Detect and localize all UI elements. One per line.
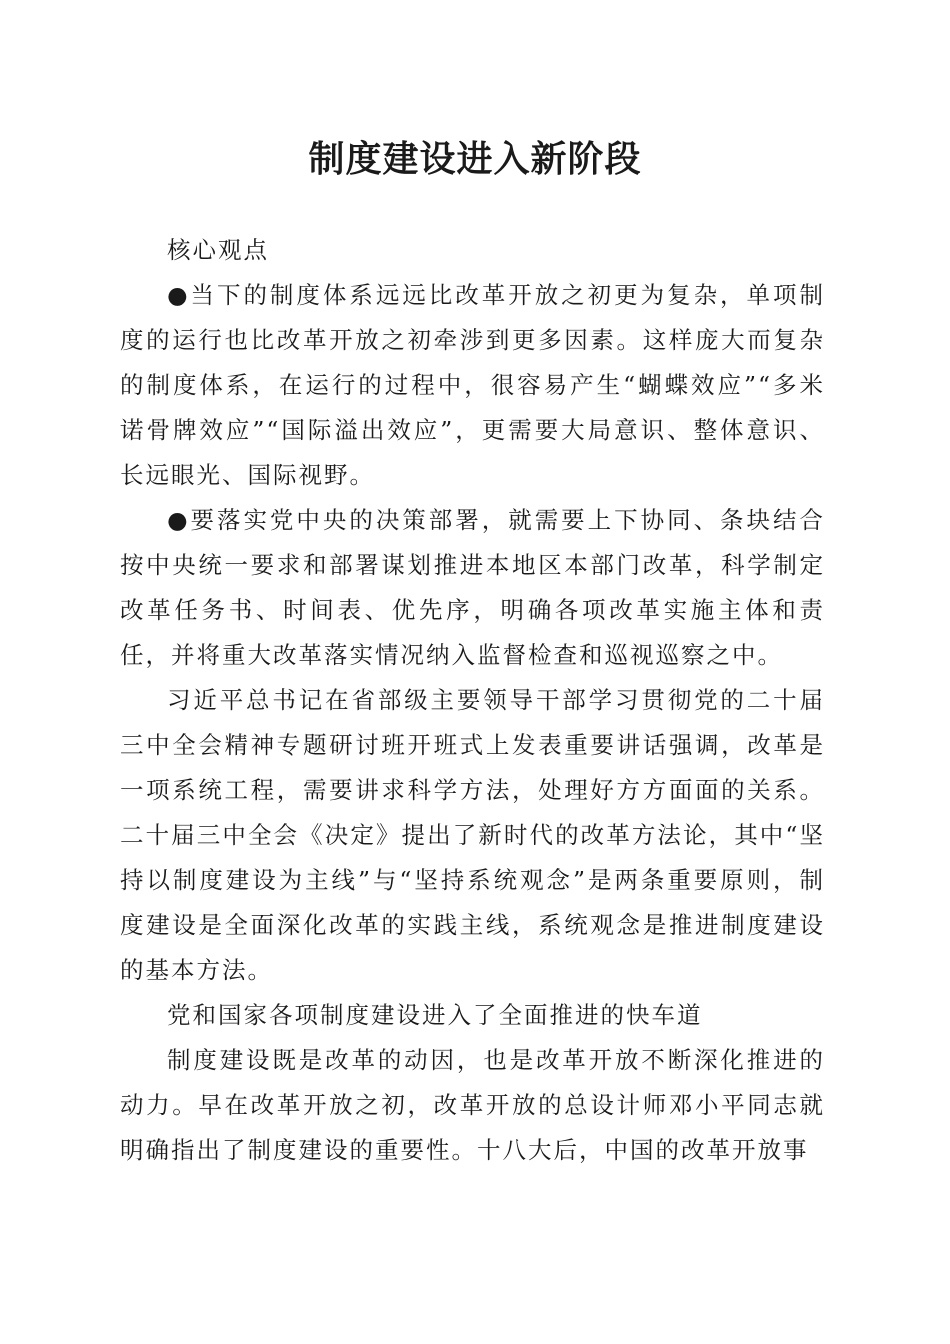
section-heading: 党和国家各项制度建设进入了全面推进的快车道: [167, 1001, 703, 1029]
document-body: [120, 228, 825, 1173]
bullet-paragraph-1: ●当下的制度体系远远比改革开放之初更为复杂，单项制度的运行也比改革开放之初牵涉到更多因素。这样庞大而复杂的制度体系，在运行的过程中，很容易产生“蝴蝶效应”“多米诺骨牌效应”“国际溢出效应”，更需要大局意识、整体意识、长远眼光、国际视野。: [120, 281, 825, 489]
bullet-paragraph-2: ●要落实党中央的决策部署，就需要上下协同、条块结合按中央统一要求和部署谋划推进本地区本部门改革，科学制定改革任务书、时间表、优先序，明确各项改革实施主体和责任，并将重大改革落实情况纳入监督检查和巡视巡察之中。: [120, 506, 825, 669]
body-paragraph-1: 习近平总书记在省部级主要领导干部学习贯彻党的二十届三中全会精神专题研讨班开班式上发表重要讲话强调，改革是一项系统工程，需要讲求科学方法，处理好方方面面的关系。二十届三中全会《决定》提出了新时代的改革方法论，其中“坚持以制度建设为主线”与“坚持系统观念”是两条重要原则，制度建设是全面深化改革的实践主线，系统观念是推进制度建设的基本方法。: [120, 686, 825, 984]
document-title: 制度建设进入新阶段: [308, 138, 642, 180]
body-paragraph-2: 制度建设既是改革的动因，也是改革开放不断深化推进的动力。早在改革开放之初，改革开放的总设计师邓小平同志就明确指出了制度建设的重要性。十八大后，中国的改革开放事: [120, 1046, 825, 1164]
section-label-core-viewpoints: 核心观点: [167, 236, 269, 264]
